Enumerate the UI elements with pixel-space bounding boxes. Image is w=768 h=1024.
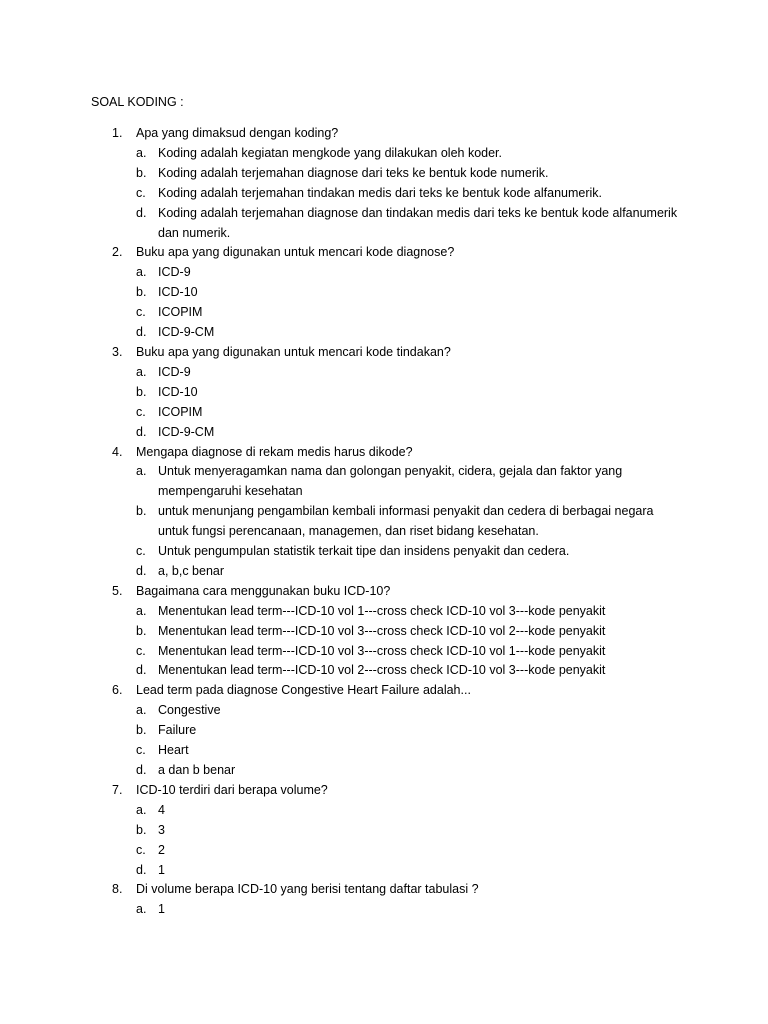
answer-option [0, 423, 768, 443]
document-title: SOAL KODING : [91, 95, 184, 109]
option-text: Congestive [158, 703, 221, 718]
option-letter: b. [136, 384, 147, 399]
answer-option [0, 701, 768, 721]
question-number: 8. [112, 882, 123, 897]
option-text: Untuk menyeragamkan nama dan golongan penyakit, cidera, gejala dan faktor yang mempengaruhi kesehatan [158, 464, 623, 499]
option-text: 4 [158, 802, 165, 817]
question-number: 5. [112, 583, 123, 598]
question-number: 1. [112, 126, 123, 140]
option-letter: c. [136, 305, 146, 320]
option-letter: d. [136, 563, 147, 578]
option-letter: d. [136, 424, 147, 439]
question-text: Bagaimana cara menggunakan buku ICD-10? [136, 583, 391, 598]
option-letter: d. [136, 325, 147, 340]
question-item [0, 781, 768, 881]
question-number: 3. [112, 344, 123, 359]
option-letter: b. [136, 623, 147, 638]
answer-option [0, 542, 768, 562]
answer-option [0, 741, 768, 761]
answer-option [0, 323, 768, 343]
question-item [0, 582, 768, 682]
answer-option [0, 363, 768, 383]
question-number: 4. [112, 444, 123, 459]
answer-option [0, 263, 768, 283]
option-text: ICD-9-CM [158, 325, 215, 340]
answer-option [0, 403, 768, 423]
option-letter: d. [136, 862, 147, 877]
option-text: ICD-10 [158, 384, 198, 399]
question-text: Buku apa yang digunakan untuk mencari kode diagnose? [136, 245, 455, 260]
answer-option [0, 841, 768, 861]
option-text: ICOPIM [158, 305, 203, 320]
option-letter: a. [136, 464, 147, 479]
option-text: 1 [158, 862, 165, 877]
question-item [0, 243, 768, 343]
answer-option [0, 801, 768, 821]
option-text: Heart [158, 743, 189, 758]
option-letter: a. [136, 265, 147, 280]
option-text: Menentukan lead term---ICD-10 vol 1---cross check ICD-10 vol 3---kode penyakit [158, 603, 606, 618]
question-text: Apa yang dimaksud dengan koding? [136, 126, 339, 140]
option-letter: c. [136, 185, 146, 200]
question-item [0, 124, 768, 243]
question-number: 6. [112, 683, 123, 698]
question-text: Lead term pada diagnose Congestive Heart Failure adalah... [136, 683, 471, 698]
option-text: Koding adalah terjemahan diagnose dan tindakan medis dari teks ke bentuk kode alfanumerik dan numerik. [158, 205, 678, 240]
answer-option [0, 642, 768, 662]
question-number: 7. [112, 782, 123, 797]
option-letter: b. [136, 822, 147, 837]
option-letter: b. [136, 504, 147, 519]
answer-option [0, 462, 768, 502]
option-letter: a. [136, 703, 147, 718]
option-letter: d. [136, 205, 147, 220]
option-letter: a. [136, 603, 147, 618]
option-letter: c. [136, 842, 146, 857]
answer-option [0, 383, 768, 403]
answer-option [0, 283, 768, 303]
option-text: Koding adalah kegiatan mengkode yang dilakukan oleh koder. [158, 145, 503, 160]
option-text: Koding adalah terjemahan tindakan medis dari teks ke bentuk kode alfanumerik. [158, 185, 603, 200]
option-letter: a. [136, 145, 147, 160]
question-text: Di volume berapa ICD-10 yang berisi tentang daftar tabulasi ? [136, 882, 479, 897]
option-text: ICD-9 [158, 265, 191, 280]
question-text: ICD-10 terdiri dari berapa volume? [136, 782, 328, 797]
option-letter: a. [136, 802, 147, 817]
option-text: ICD-9-CM [158, 424, 215, 439]
option-text: Menentukan lead term---ICD-10 vol 2---cross check ICD-10 vol 3---kode penyakit [158, 663, 606, 678]
option-text: untuk menunjang pengambilan kembali informasi penyakit dan cedera di berbagai negara untuk fungsi perencanaan, managemen, dan riset bidang kesehatan. [158, 504, 654, 539]
answer-option [0, 661, 768, 681]
option-letter: c. [136, 404, 146, 419]
option-letter: b. [136, 165, 147, 180]
answer-option [0, 602, 768, 622]
answer-option [0, 562, 768, 582]
option-text: Menentukan lead term---ICD-10 vol 3---cross check ICD-10 vol 2---kode penyakit [158, 623, 606, 638]
question-item [0, 343, 768, 443]
option-letter: c. [136, 743, 146, 758]
question-list [0, 124, 768, 920]
answer-option [0, 502, 768, 542]
option-text: 1 [158, 902, 165, 917]
answer-option [0, 721, 768, 741]
answer-option [0, 184, 768, 204]
option-letter: b. [136, 723, 147, 738]
answer-option [0, 821, 768, 841]
option-text: Koding adalah terjemahan diagnose dari teks ke bentuk kode numerik. [158, 165, 549, 180]
question-item [0, 681, 768, 781]
answer-option [0, 861, 768, 881]
option-letter: a. [136, 902, 147, 917]
option-text: Untuk pengumpulan statistik terkait tipe dan insidens penyakit dan cedera. [158, 544, 570, 559]
question-item [0, 443, 768, 582]
option-text: a dan b benar [158, 763, 236, 777]
option-letter: c. [136, 643, 146, 658]
option-text: Menentukan lead term---ICD-10 vol 3---cross check ICD-10 vol 1---kode penyakit [158, 643, 606, 658]
answer-option [0, 622, 768, 642]
answer-option [0, 144, 768, 164]
option-text: a, b,c benar [158, 563, 225, 578]
option-letter: a. [136, 364, 147, 379]
option-letter: b. [136, 285, 147, 300]
option-letter: d. [136, 763, 147, 777]
option-letter: c. [136, 544, 146, 559]
option-text: 2 [158, 842, 165, 857]
answer-option [0, 164, 768, 184]
answer-option [0, 761, 768, 781]
question-text: Buku apa yang digunakan untuk mencari kode tindakan? [136, 344, 451, 359]
option-text: 3 [158, 822, 165, 837]
question-text: Mengapa diagnose di rekam medis harus dikode? [136, 444, 413, 459]
answer-option [0, 303, 768, 323]
option-text: Failure [158, 723, 197, 738]
question-item [0, 880, 768, 920]
option-text: ICD-10 [158, 285, 198, 300]
option-text: ICOPIM [158, 404, 203, 419]
answer-option [0, 900, 768, 920]
option-letter: d. [136, 663, 147, 678]
option-text: ICD-9 [158, 364, 191, 379]
answer-option [0, 204, 768, 244]
question-number: 2. [112, 245, 123, 260]
